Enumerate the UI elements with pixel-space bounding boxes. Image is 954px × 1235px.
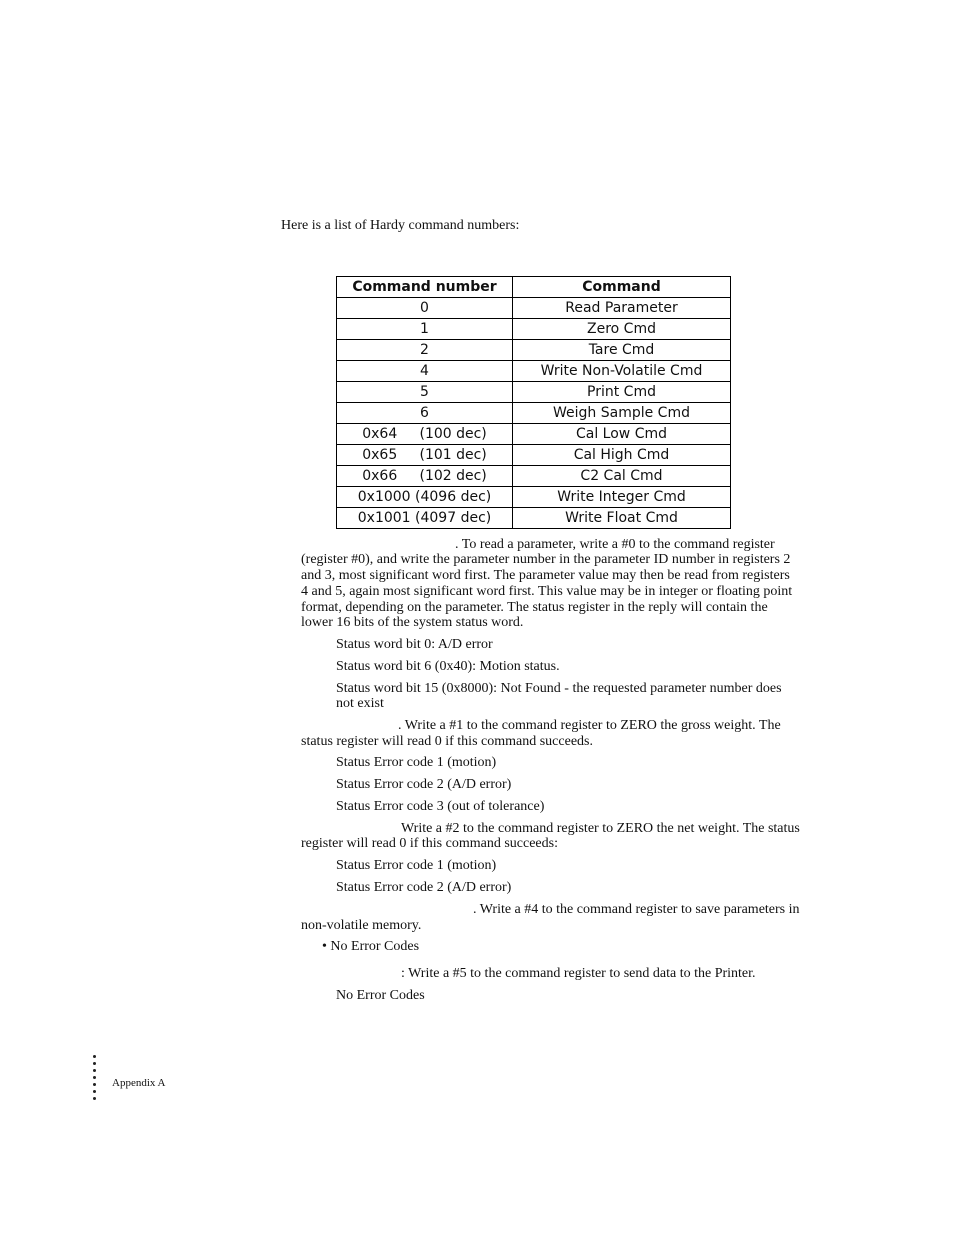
cell-command: Read Parameter [513, 298, 731, 319]
table-row [337, 361, 731, 382]
cell-command-number: 0 [337, 298, 513, 319]
margin-dots [92, 1055, 98, 1104]
tare-line: Write a #2 to the command register to ZERO the net weight. The status [401, 821, 800, 836]
cell-command: C2 Cal Cmd [513, 466, 731, 487]
header-command-number: Command number [337, 277, 513, 298]
table-row [337, 445, 731, 466]
read-param-line: lower 16 bits of the system status word. [301, 615, 524, 630]
table-row [337, 298, 731, 319]
error-item: Status Error code 1 (motion) [336, 858, 497, 873]
header-command: Command [513, 277, 731, 298]
tare-line: register will read 0 if this command succeeds: [301, 836, 558, 851]
table-row [337, 319, 731, 340]
cell-command: Print Cmd [513, 382, 731, 403]
error-item: Status Error code 1 (motion) [336, 755, 497, 770]
cell-command: Zero Cmd [513, 319, 731, 340]
table-header-row [337, 277, 731, 298]
read-param-line: (register #0), and write the parameter number in the parameter ID number in registers 2 [301, 552, 791, 567]
command-table [336, 276, 731, 529]
status-item: not exist [336, 696, 384, 711]
table-row [337, 424, 731, 445]
cell-command-number: 0x1001 (4097 dec) [337, 508, 513, 529]
nonvolatile-line: non-volatile memory. [301, 918, 422, 933]
print-line: : Write a #5 to the command register to send data to the Printer. [401, 966, 756, 981]
cell-command-number: 0x1000 (4096 dec) [337, 487, 513, 508]
error-item: No Error Codes [336, 988, 425, 1003]
cell-command-number: 2 [337, 340, 513, 361]
cell-command-number: 1 [337, 319, 513, 340]
cell-command-number: 4 [337, 361, 513, 382]
intro-text: Here is a list of Hardy command numbers: [281, 218, 520, 233]
cell-command: Write Integer Cmd [513, 487, 731, 508]
cell-command: Tare Cmd [513, 340, 731, 361]
status-item: Status word bit 6 (0x40): Motion status. [336, 659, 560, 674]
error-item: Status Error code 2 (A/D error) [336, 880, 512, 895]
read-param-line: and 3, most significant word first. The parameter value may then be read from registers [301, 568, 790, 583]
no-error-bullet: • No Error Codes [322, 939, 420, 954]
status-item: Status word bit 0: A/D error [336, 637, 493, 652]
zero-line: status register will read 0 if this command succeeds. [301, 734, 593, 749]
read-param-line: . To read a parameter, write a #0 to the command register [455, 537, 775, 552]
cell-command: Write Non-Volatile Cmd [513, 361, 731, 382]
zero-line: . Write a #1 to the command register to ZERO the gross weight. The [398, 718, 781, 733]
table-row [337, 466, 731, 487]
table-row [337, 508, 731, 529]
footer-label: Appendix A [112, 1077, 166, 1089]
read-param-line: format, depending on the parameter. The status register in the reply will contain the [301, 600, 768, 615]
error-item: Status Error code 3 (out of tolerance) [336, 799, 545, 814]
cell-command-number: 0x66 (102 dec) [337, 466, 513, 487]
cell-command-number: 0x64 (100 dec) [337, 424, 513, 445]
nonvolatile-line: . Write a #4 to the command register to save parameters in [473, 902, 800, 917]
read-param-line: 4 and 5, again most significant word first. This value may be in integer or floating point [301, 584, 793, 599]
table-row [337, 487, 731, 508]
table-row [337, 340, 731, 361]
table-row [337, 403, 731, 424]
cell-command: Weigh Sample Cmd [513, 403, 731, 424]
table-row [337, 382, 731, 403]
status-item: Status word bit 15 (0x8000): Not Found - the requested parameter number does [336, 681, 782, 696]
cell-command: Write Float Cmd [513, 508, 731, 529]
cell-command: Cal High Cmd [513, 445, 731, 466]
error-item: Status Error code 2 (A/D error) [336, 777, 512, 792]
cell-command-number: 0x65 (101 dec) [337, 445, 513, 466]
cell-command-number: 6 [337, 403, 513, 424]
cell-command: Cal Low Cmd [513, 424, 731, 445]
cell-command-number: 5 [337, 382, 513, 403]
